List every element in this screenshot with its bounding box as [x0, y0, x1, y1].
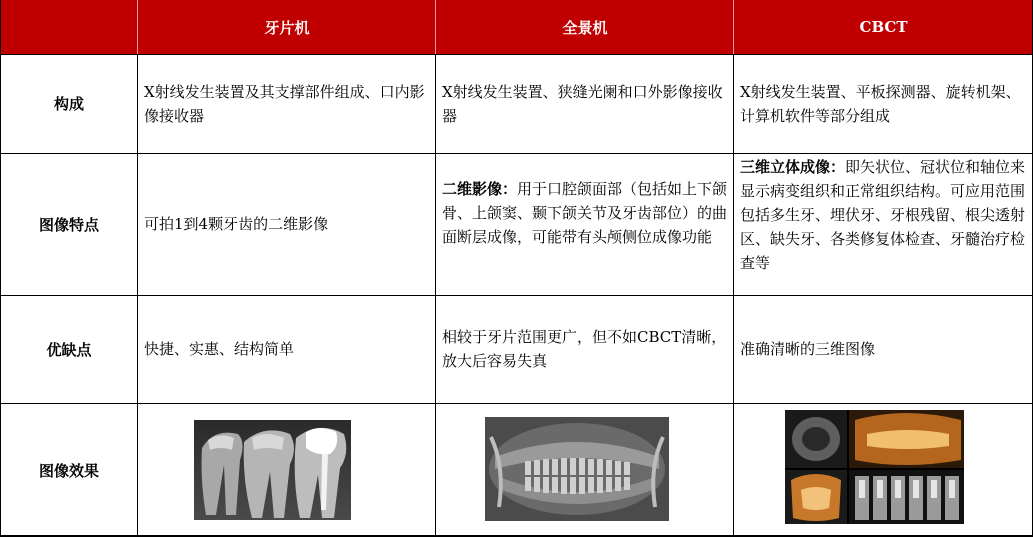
header-cbct: CBCT — [734, 0, 1033, 54]
pros-cons-panoramic: 相较于牙片范围更广，但不如CBCT清晰，放大后容易失真 — [442, 328, 727, 370]
panoramic-image — [485, 417, 669, 521]
header-dental-xray: 牙片机 — [138, 0, 436, 54]
grid-line — [0, 153, 1033, 154]
grid-line — [733, 54, 734, 537]
header-divider — [435, 0, 436, 54]
grid-line — [0, 0, 1, 537]
header-divider — [137, 0, 138, 54]
image-features-panoramic — [436, 153, 734, 295]
grid-line — [435, 54, 436, 537]
pros-cons-cbct: 准确清晰的三维图像 — [740, 340, 876, 358]
row-label-composition: 构成 — [53, 95, 84, 113]
grid-line — [0, 403, 1033, 404]
cbct-image — [785, 410, 964, 524]
composition-panoramic: X射线发生装置、狭缝光阑和口外影像接收器 — [442, 83, 723, 125]
image-features-cbct — [734, 153, 1033, 295]
grid-line — [0, 295, 1033, 296]
grid-line — [137, 54, 138, 537]
grid-line — [0, 54, 1033, 55]
composition-dental-xray: X射线发生装置及其支撑部件组成、口内影像接收器 — [144, 83, 425, 125]
image-features-dental-xray: 可拍1到4颗牙齿的二维影像 — [144, 215, 329, 233]
row-label-pros-cons: 优缺点 — [46, 340, 92, 359]
cbct-desc: 即矢状位、冠状位和轴位来显示病变组织和正常组织结构。可应用范围包括多生牙、埋伏牙、牙根残留、根尖透射区、缺失牙、各类修复体检查、牙髓治疗检查等 — [740, 158, 1026, 272]
panoramic-lead: 二维影像： — [442, 180, 518, 198]
row-label-image-effect: 图像效果 — [38, 461, 99, 480]
row-label-image-features: 图像特点 — [38, 215, 99, 234]
header-cell-blank — [0, 0, 138, 54]
panoramic-desc: 用于口腔颌面部（包括如上下颌骨、上颌窦、颞下颌关节及牙齿部位）的曲面断层成像，可能带有头颅侧位成像功能 — [442, 180, 728, 246]
cbct-lead: 三维立体成像： — [740, 158, 846, 176]
composition-cbct: X射线发生装置、平板探测器、旋转机架、计算机软件等部分组成 — [740, 83, 1021, 125]
pros-cons-dental-xray: 快捷、实惠、结构简单 — [144, 340, 295, 358]
header-panoramic: 全景机 — [436, 0, 734, 54]
header-divider — [733, 0, 734, 54]
dental-xray-image — [194, 420, 351, 520]
